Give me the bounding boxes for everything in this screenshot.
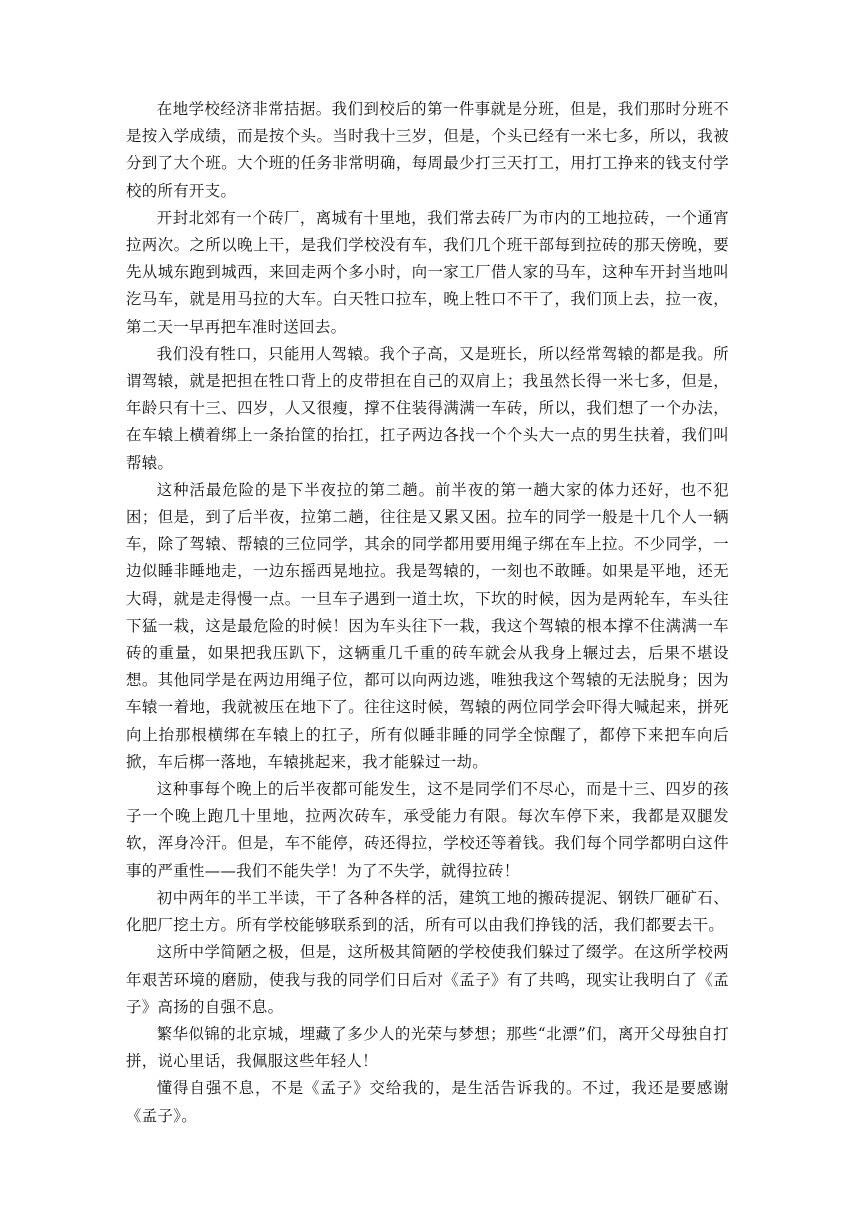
paragraph-6: 初中两年的半工半读，干了各种各样的活，建筑工地的搬砖提泥、钢铁厂砸矿石、化肥厂挖土方。所有学校能够联系到的活，所有可以由我们挣钱的活，我们都要去干。 <box>126 888 729 935</box>
paragraph-5: 这种事每个晚上的后半夜都可能发生，这不是同学们不尽心，而是十三、四岁的孩子一个晚上跑几十里地，拉两次砖车，承受能力有限。每次车停下来，我都是双腿发软，浑身冷汗。但是，车不能停，砖还得拉，学校还等着钱。我们每个同学都明白这件事的严重性——我们不能失学！为了不失学，就得拉砖！ <box>126 780 729 880</box>
paragraph-1: 在地学校经济非常拮据。我们到校后的第一件事就是分班，但是，我们那时分班不是按入学成绩，而是按个头。当时我十三岁，但是，个头已经有一米七多，所以，我被分到了大个班。大个班的任务非常明确，每周最少打三天打工，用打工挣来的钱支付学校的所有开支。 <box>126 100 729 200</box>
paragraph-7: 这所中学简陋之极，但是，这所极其简陋的学校使我们躲过了缀学。在这所学校两年艰苦环境的磨励，使我与我的同学们日后对《孟子》有了共鸣，现实让我明白了《孟子》高扬的自强不息。 <box>126 943 729 1016</box>
article-body <box>126 96 729 1130</box>
paragraph-3: 我们没有牲口，只能用人驾辕。我个子高，又是班长，所以经常驾辕的都是我。所谓驾辕，就是把担在牲口背上的皮带担在自己的双肩上；我虽然长得一米七多，但是，年龄只有十三、四岁，人又很瘦，撑不住装得满满一车砖，所以，我们想了一个办法，在车辕上横着绑上一条抬筐的抬扛，扛子两边各找一个个头大一点的男生扶着，我们叫帮辕。 <box>126 344 729 472</box>
paragraph-2: 开封北郊有一个砖厂，离城有十里地，我们常去砖厂为市内的工地拉砖，一个通宵拉两次。之所以晚上干，是我们学校没有车，我们几个班干部每到拉砖的那天傍晚，要先从城东跑到城西，来回走两个多小时，向一家工厂借人家的马车，这种车开封当地叫汔马车，就是用马拉的大车。白天牲口拉车，晚上牲口不干了，我们顶上去，拉一夜，第二天一早再把车准时送回去。 <box>126 208 729 336</box>
paragraph-9: 懂得自强不息，不是《孟子》交给我的，是生活告诉我的。不过，我还是要感谢《孟子》。 <box>126 1079 729 1125</box>
paragraph-8: 繁华似锦的北京城，埋藏了多少人的光荣与梦想；那些“北漂”们，离开父母独自打拼，说心里话，我佩服这些年轻人！ <box>126 1024 729 1071</box>
paragraph-4: 这种活最危险的是下半夜拉的第二趟。前半夜的第一趟大家的体力还好，也不犯困；但是，到了后半夜，拉第二趟，往往是又累又困。拉车的同学一般是十几个人一辆车，除了驾辕、帮辕的三位同学，其余的同学都用要用绳子绑在车上拉。不少同学，一边似睡非睡地走，一边东摇西晃地拉。我是驾辕的，一刻也不敢睡。如果是平地，还无大碍，就是走得慢一点。一旦车子遇到一道土坎，下坎的时候，因为是两轮车，车头往下猛一栽，这是最危险的时候！因为车头往下一栽，我这个驾辕的根本撑不住满满一车砖的重量，如果把我压趴下，这辆重几千重的砖车就会从我身上辗过去，后果不堪设想。其他同学是在两边用绳子位，都可以向两边逃，唯独我这个驾辕的无法脱身；因为车辕一着地，我就被压在地下了。往往这时候，驾辕的两位同学会吓得大喊起来，拼死向上抬那根横绑在车辕上的扛子，所有似睡非睡的同学全惊醒了，都停下来把车向后掀，车后梆一落地，车辕挑起来，我才能躲过一劫。 <box>126 480 729 771</box>
